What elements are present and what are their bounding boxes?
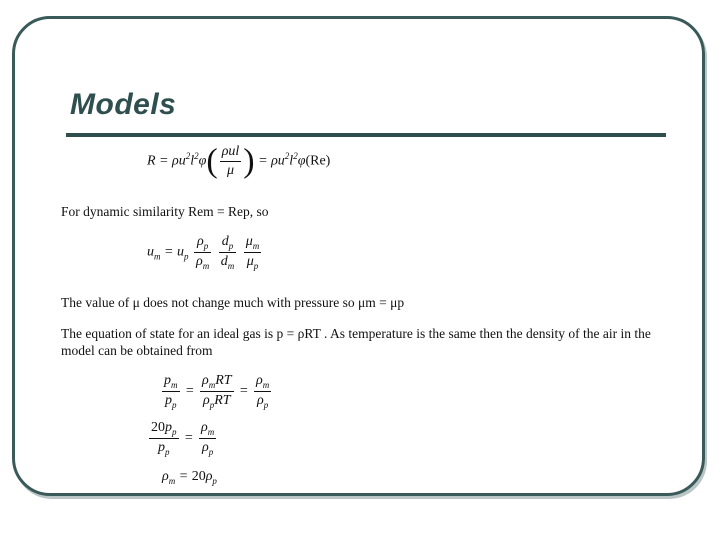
equation-of-state-text: The equation of state for an ideal gas is p = ρRT . As temperature is the same then the density of the air in the model can be obtained from [61, 326, 651, 358]
viscosity-text: The value of μ does not change much with pressure so μm = μp [61, 295, 405, 310]
equation-pressure-ratio: $\frac{p_m}{p_p}$ = $\frac{\rho_mRT}{\rho_pRT}$ = $\frac{\rho_m}{\rho_p}$ [164, 373, 270, 410]
equation-model-velocity: $u_m = u_p$ $\frac{\rho_p}{\rho_m}$ $\frac{d_p}{d_m}$ $\frac{\mu_m}{\mu_p}$ [147, 234, 260, 271]
similarity-text: For dynamic similarity Rem = Rep, so [61, 204, 269, 219]
equation-density-result: $\rho_m = 20\rho_p$ [162, 469, 217, 486]
equation-pressure-factor: $\frac{20p_p}{p_p}$ = $\frac{\rho_m}{\rho_p}$ [151, 420, 215, 457]
slide-title: Models [70, 88, 177, 121]
equation-drag-force: $R = \rho u^2l^2\varphi$( $\frac{\text{ρul}}{\mu}$ ) = $\rho u^2l^2\varphi(Re)$ [147, 142, 331, 180]
